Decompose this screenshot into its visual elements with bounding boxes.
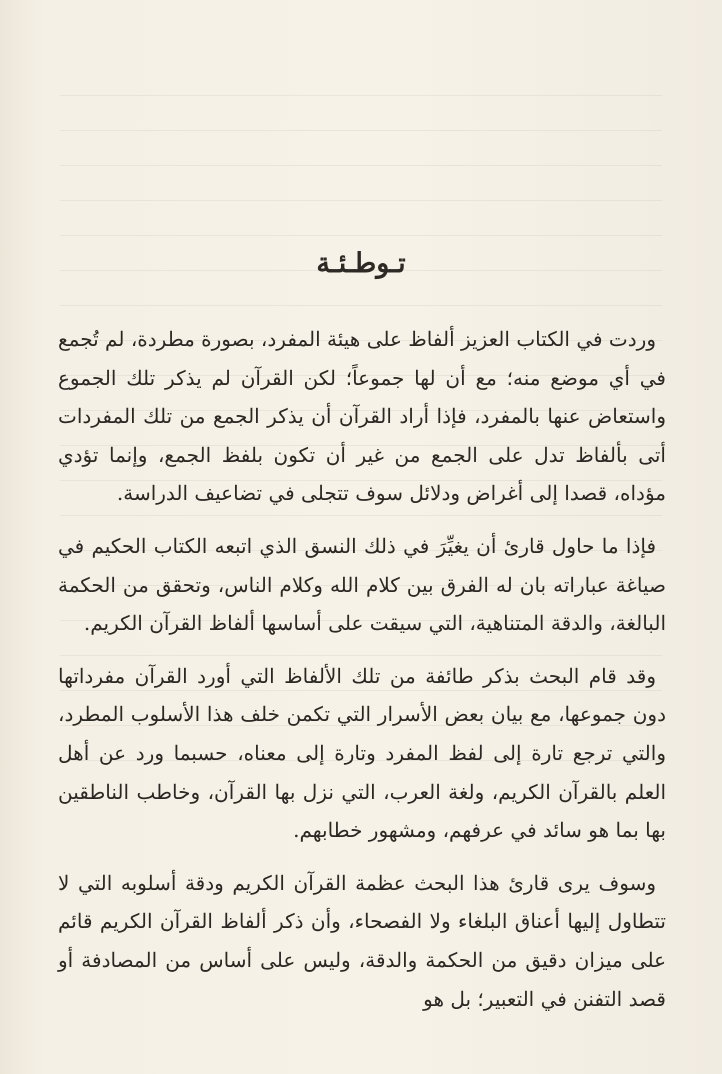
- paragraph-2: فإذا ما حاول قارئ أن يغيِّرَ في ذلك النسق الذي اتبعه الكتاب الحكيم في صياغة عباراته بان له الفرق بين كلام الله وكلام الناس، وتحقق من الحكمة البالغة، والدقة المتناهية، التي سيقت على أساسها ألفاظ القرآن الكريم.: [58, 533, 666, 636]
- paragraph-4: وسوف يرى قارئ هذا البحث عظمة القرآن الكريم ودقة أسلوبه التي لا تتطاول إليها أعناق البلغاء ولا الفصحاء، وأن ذكر ألفاظ القرآن الكريم قائم على ميزان دقيق من الحكمة والدقة، وليس على أساس من المصادفة أو قصد التفنن في التعبير؛ بل هو: [58, 870, 666, 1011]
- body-text: [58, 320, 666, 1032]
- paragraph-3: وقد قام البحث بذكر طائفة من تلك الألفاظ التي أورد القرآن مفرداتها دون جموعها، مع بيان بعض الأسرار التي تكمن خلف هذا الأسلوب المطرد، والتي ترجع تارة إلى لفظ المفرد وتارة إلى معناه، حسبما ورد عن أهل العلم بالقرآن الكريم، ولغة العرب، التي نزل بها القرآن، وخاطب الناطقين بها بما هو سائد في عرفهم، ومشهور خطابهم.: [58, 663, 666, 843]
- paragraph-1: وردت في الكتاب العزيز ألفاظ على هيئة المفرد، بصورة مطردة، لم تُجمع في أي موضع منه؛ مع أن لها جموعاً؛ لكن القرآن لم يذكر تلك الجموع واستعاض عنها بالمفرد، فإذا أراد القرآن أن يذكر الجمع من تلك المفردات أتى بألفاظ تدل على الجمع من غير أن تكون بلفظ الجمع، وإنما تؤدي مؤداه، قصدا إلى أغراض ودلائل سوف تتجلى في تضاعيف الدراسة.: [58, 327, 666, 506]
- page-title: تـوطـئـة: [316, 248, 406, 279]
